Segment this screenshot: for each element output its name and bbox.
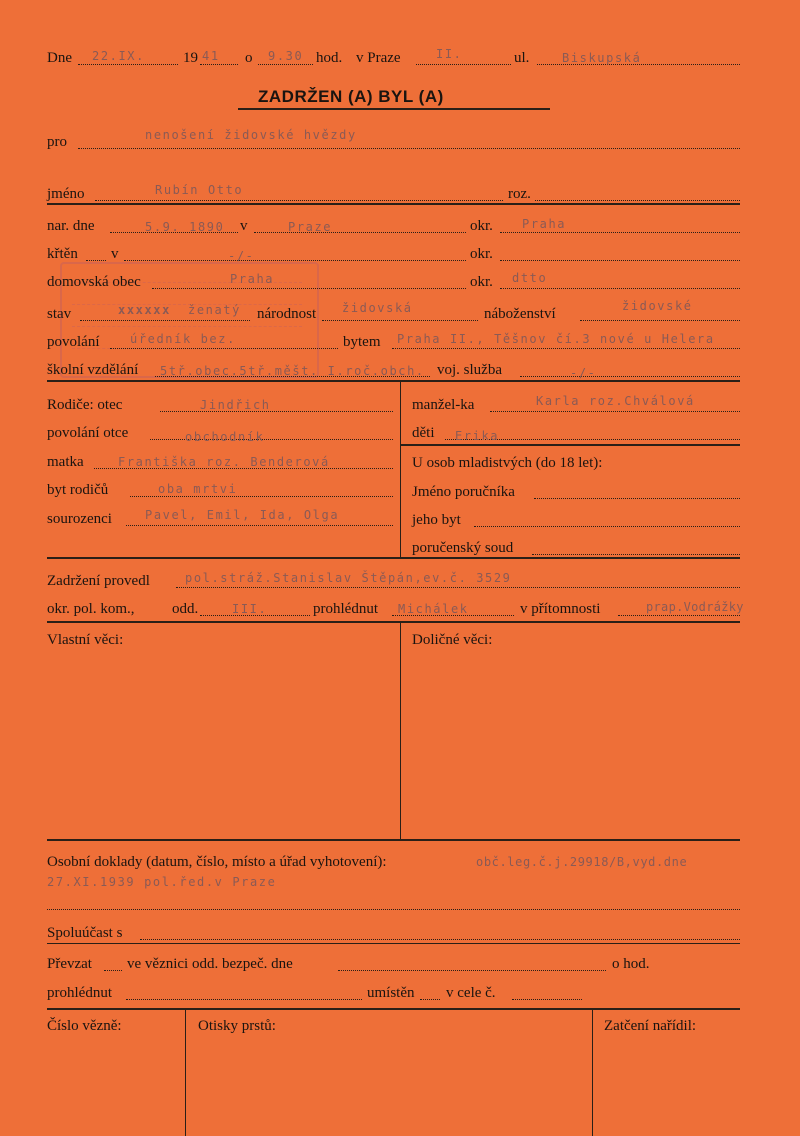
- pro-label: pro: [47, 134, 67, 150]
- arrest-ordered-label: Zatčení nařídil:: [604, 1018, 697, 1034]
- education-value[interactable]: 5tř.obec.5tř.měšt. I.roč.obch.: [160, 364, 425, 378]
- jmeno-label: jméno: [47, 186, 85, 202]
- occupation-value[interactable]: úředník bez.: [130, 332, 236, 346]
- documents-label: Osobní doklady (datum, číslo, místo a úřad vyhotovení):: [47, 854, 387, 870]
- mother-value[interactable]: Františka roz. Benderová: [118, 455, 330, 469]
- cele-label: v cele č.: [446, 985, 496, 1001]
- minors-title: U osob mladistvých (do 18 let):: [412, 455, 603, 471]
- name-value[interactable]: Rubín Otto: [155, 183, 244, 197]
- searched-by-value[interactable]: Michálek: [398, 602, 469, 616]
- home-okr-value[interactable]: dtto: [512, 271, 548, 285]
- children-value[interactable]: Erika: [455, 429, 500, 443]
- year-value[interactable]: 41: [202, 49, 220, 63]
- nationality-value[interactable]: židovská: [342, 301, 413, 315]
- parents-residence-value[interactable]: oba mrtvi: [158, 482, 238, 496]
- birth-okr-value[interactable]: Praha: [522, 217, 567, 231]
- documents-value-line1[interactable]: obč.leg.č.j.29918/B,vyd.dne: [476, 855, 688, 869]
- narodnost-label: národnost: [257, 306, 317, 322]
- manzel-label: manžel-ka: [412, 397, 475, 413]
- stav-struck: xxxxxx: [118, 303, 171, 317]
- prohlednut-label: prohlédnut: [313, 601, 378, 617]
- guardian-residence-label: jeho byt: [412, 512, 461, 528]
- birth-date-value[interactable]: 5.9. 1890: [145, 220, 225, 234]
- time-value[interactable]: 9.30: [268, 49, 304, 63]
- veznici-label: ve věznici odd. bezpeč. dne: [127, 956, 293, 972]
- umisten-label: umístěn: [367, 985, 415, 1001]
- domovska-okr-label: okr.: [470, 274, 493, 290]
- povolani-label: povolání: [47, 334, 100, 350]
- prevzat-label: Převzat: [47, 956, 92, 972]
- fingerprints-label: Otisky prstů:: [198, 1018, 276, 1034]
- ul-label: ul.: [514, 50, 530, 66]
- evidence-items-label: Doličné věci:: [412, 632, 493, 648]
- prisoner-number-label: Číslo vězně:: [47, 1018, 122, 1034]
- street-value[interactable]: Biskupská: [562, 51, 642, 65]
- praze-label: v Praze: [356, 50, 401, 66]
- krten-label: křtěn: [47, 246, 78, 262]
- guardian-name-label: Jméno poručníka: [412, 484, 515, 500]
- father-occupation-value[interactable]: obchodník: [185, 430, 265, 444]
- okr-pol-label: okr. pol. kom.,: [47, 601, 135, 617]
- nabozenstvi-label: náboženství: [484, 306, 556, 322]
- religion-value[interactable]: židovské: [622, 299, 693, 313]
- witness-value[interactable]: prap.Vodrážky: [646, 600, 744, 614]
- domovska-label: domovská obec: [47, 274, 141, 290]
- nar-label: nar. dne: [47, 218, 95, 234]
- date-value[interactable]: 22.IX.: [92, 49, 145, 63]
- home-town-value[interactable]: Praha: [230, 272, 275, 286]
- military-value[interactable]: -/-: [570, 366, 597, 380]
- hod-label: hod.: [316, 50, 343, 66]
- matka-label: matka: [47, 454, 84, 470]
- residence-value[interactable]: Praha II., Těšnov čí.3 nové u Helera: [397, 332, 715, 346]
- o-label: o: [245, 50, 253, 66]
- provedl-label: Zadržení provedl: [47, 573, 150, 589]
- reason-value[interactable]: nenošení židovské hvězdy: [145, 128, 357, 142]
- footer-prohlednut-label: prohlédnut: [47, 985, 112, 1001]
- year-prefix: 19: [183, 50, 198, 66]
- department-value[interactable]: III.: [232, 602, 268, 616]
- krten-okr-label: okr.: [470, 246, 493, 262]
- stav-label: stav: [47, 306, 72, 322]
- own-items-label: Vlastní věci:: [47, 632, 124, 648]
- marital-status-value[interactable]: ženatý: [188, 303, 241, 317]
- birth-place-value[interactable]: Praze: [288, 220, 333, 234]
- arresting-officer-value[interactable]: pol.stráž.Stanislav Štěpán,ev.č. 3529: [185, 571, 512, 585]
- father-value[interactable]: Jindřich: [200, 398, 271, 412]
- pritomnosti-label: v přítomnosti: [520, 601, 601, 617]
- spoluucast-label: Spoluúčast s: [47, 925, 123, 941]
- povolani-otce-label: povolání otce: [47, 425, 129, 441]
- krten-v-label: v: [111, 246, 119, 262]
- documents-value-line2[interactable]: 27.XI.1939 pol.řed.v Praze: [47, 875, 277, 889]
- sourozenci-label: sourozenci: [47, 511, 112, 527]
- nar-okr-label: okr.: [470, 218, 493, 234]
- voj-label: voj. služba: [437, 362, 502, 378]
- dne-label: Dne: [47, 50, 72, 66]
- siblings-value[interactable]: Pavel, Emil, Ida, Olga: [145, 508, 340, 522]
- odd-label: odd.: [172, 601, 199, 617]
- o-hod-label: o hod.: [612, 956, 650, 972]
- spouse-value[interactable]: Karla roz.Chválová: [536, 394, 695, 408]
- form-title: ZADRŽEN (A) BYL (A): [258, 87, 444, 106]
- roz-label: roz.: [508, 186, 531, 202]
- nar-v-label: v: [240, 218, 248, 234]
- district-value[interactable]: II.: [436, 47, 463, 61]
- bytem-label: bytem: [343, 334, 381, 350]
- rodice-label: Rodiče: otec: [47, 397, 123, 413]
- guardianship-court-label: poručenský soud: [412, 540, 514, 556]
- byt-rodicu-label: byt rodičů: [47, 482, 109, 498]
- deti-label: děti: [412, 425, 435, 441]
- baptism-value[interactable]: -/-: [228, 249, 255, 263]
- vzdelani-label: školní vzdělání: [47, 362, 139, 378]
